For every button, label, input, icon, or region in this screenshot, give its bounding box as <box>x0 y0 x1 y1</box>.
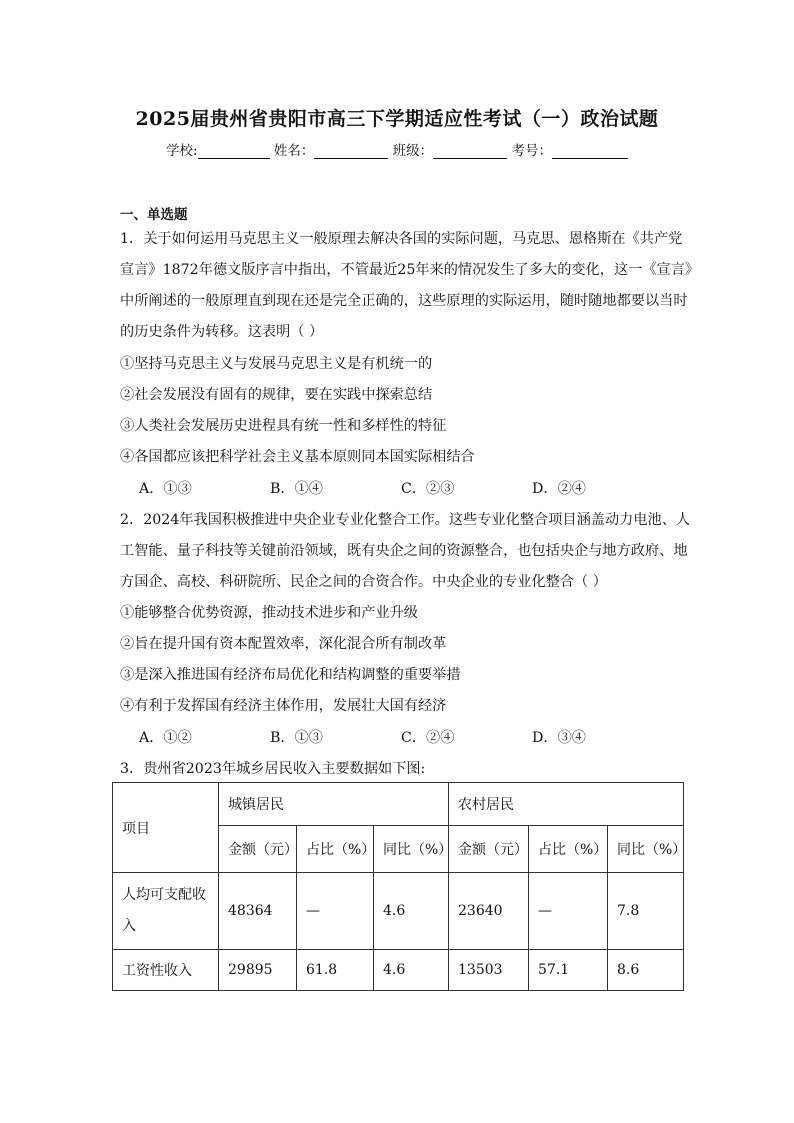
table-cell: 61.8 <box>297 950 374 991</box>
q2-item: ④有利于发挥国有经济主体作用，发展壮大国有经济 <box>120 698 447 714</box>
q1-option-d[interactable]: D．②④ <box>532 481 586 497</box>
school-blank <box>198 144 270 159</box>
q2-stem-line: 方国企、高校、科研院所、民企之间的合资合作。中央企业的专业化整合（ ） <box>120 574 607 590</box>
table-cell: 8.6 <box>608 950 684 991</box>
income-table <box>112 782 687 991</box>
q1-item: ③人类社会发展历史进程具有统一性和多样性的特征 <box>120 418 447 434</box>
class-label: 班级： <box>392 143 434 159</box>
q2-item: ③是深入推进国有经济布局优化和结构调整的重要举措 <box>120 667 461 683</box>
table-subheader: 同比（%） <box>374 826 449 873</box>
q1-stem-line: 宣言》1872年德文版序言中指出，不管最近25年来的情况发生了多大的变化，这一《宣言》 <box>120 262 700 278</box>
school-label: 学校: <box>166 143 198 159</box>
table-row <box>113 873 684 950</box>
table-subheader: 占比（%） <box>529 826 608 873</box>
q2-option-b[interactable]: B．①③ <box>270 730 323 746</box>
section-heading: 一、单选题 <box>120 207 188 223</box>
student-info-line <box>0 139 794 159</box>
table-row-label: 工资性收入 <box>113 950 219 991</box>
q1-option-a[interactable]: A．①③ <box>139 481 192 497</box>
q2-stem-line: 工智能、量子科技等关键前沿领域，既有央企之间的资源整合，也包括央企与地方政府、地 <box>120 543 688 559</box>
table-cell: 4.6 <box>374 873 449 950</box>
table-cell: 57.1 <box>529 950 608 991</box>
name-blank <box>314 144 388 159</box>
table-subheader: 金额（元） <box>219 826 297 873</box>
q2-option-c[interactable]: C．②④ <box>401 730 455 746</box>
table-header-urban: 城镇居民 <box>219 783 449 826</box>
q2-option-a[interactable]: A．①② <box>139 730 192 746</box>
q2-item: ②旨在提升国有资本配置效率，深化混合所有制改革 <box>120 636 447 652</box>
table-subheader: 金额（元） <box>449 826 529 873</box>
q1-stem-line: 中所阐述的一般原理直到现在还是完全正确的，这些原理的实际运用，随时随地都要以当时 <box>120 293 688 309</box>
exam-no-blank <box>552 144 628 159</box>
q1-options <box>139 478 663 498</box>
table-header-rural: 农村居民 <box>449 783 684 826</box>
q1-item: ①坚持马克思主义与发展马克思主义是有机统一的 <box>120 356 433 372</box>
table-cell: 23640 <box>449 873 529 950</box>
q2-options <box>139 727 663 747</box>
q1-item: ②社会发展没有固有的规律，要在实践中探索总结 <box>120 387 433 403</box>
q1-option-c[interactable]: C．②③ <box>401 481 455 497</box>
table-subheader: 占比（%） <box>297 826 374 873</box>
table-header-item: 项目 <box>113 783 219 873</box>
q1-stem-line: 的历史条件为转移。这表明（ ） <box>120 324 324 340</box>
table-cell: 48364 <box>219 873 297 950</box>
q2-item: ①能够整合优势资源，推动技术进步和产业升级 <box>120 605 418 621</box>
table-cell: — <box>297 873 374 950</box>
q1-item: ④各国都应该把科学社会主义基本原则同本国实际相结合 <box>120 449 475 465</box>
table-cell: 7.8 <box>608 873 684 950</box>
q2-stem-line: 2．2024年我国积极推进中央企业专业化整合工作。这些专业化整合项目涵盖动力电池、人 <box>120 512 691 528</box>
table-cell: 4.6 <box>374 950 449 991</box>
class-blank <box>433 144 507 159</box>
table-row-label: 人均可支配收入 <box>113 873 219 950</box>
table-cell: — <box>529 873 608 950</box>
q2-option-d[interactable]: D．③④ <box>532 730 586 746</box>
table-cell: 13503 <box>449 950 529 991</box>
q3-intro: 3．贵州省2023年城乡居民收入主要数据如下图: <box>120 761 426 777</box>
table-subheader: 同比（%） <box>608 826 684 873</box>
name-label: 姓名： <box>273 143 315 159</box>
table-row <box>113 950 684 991</box>
q1-option-b[interactable]: B．①④ <box>270 481 323 497</box>
exam-no-label: 考号： <box>511 143 552 159</box>
page-title: 2025届贵州省贵阳市高三下学期适应性考试（一）政治试题 <box>135 108 659 130</box>
table-cell: 29895 <box>219 950 297 991</box>
q1-stem-line: 1．关于如何运用马克思主义一般原理去解决各国的实际问题，马克思、恩格斯在《共产党 <box>120 231 683 247</box>
